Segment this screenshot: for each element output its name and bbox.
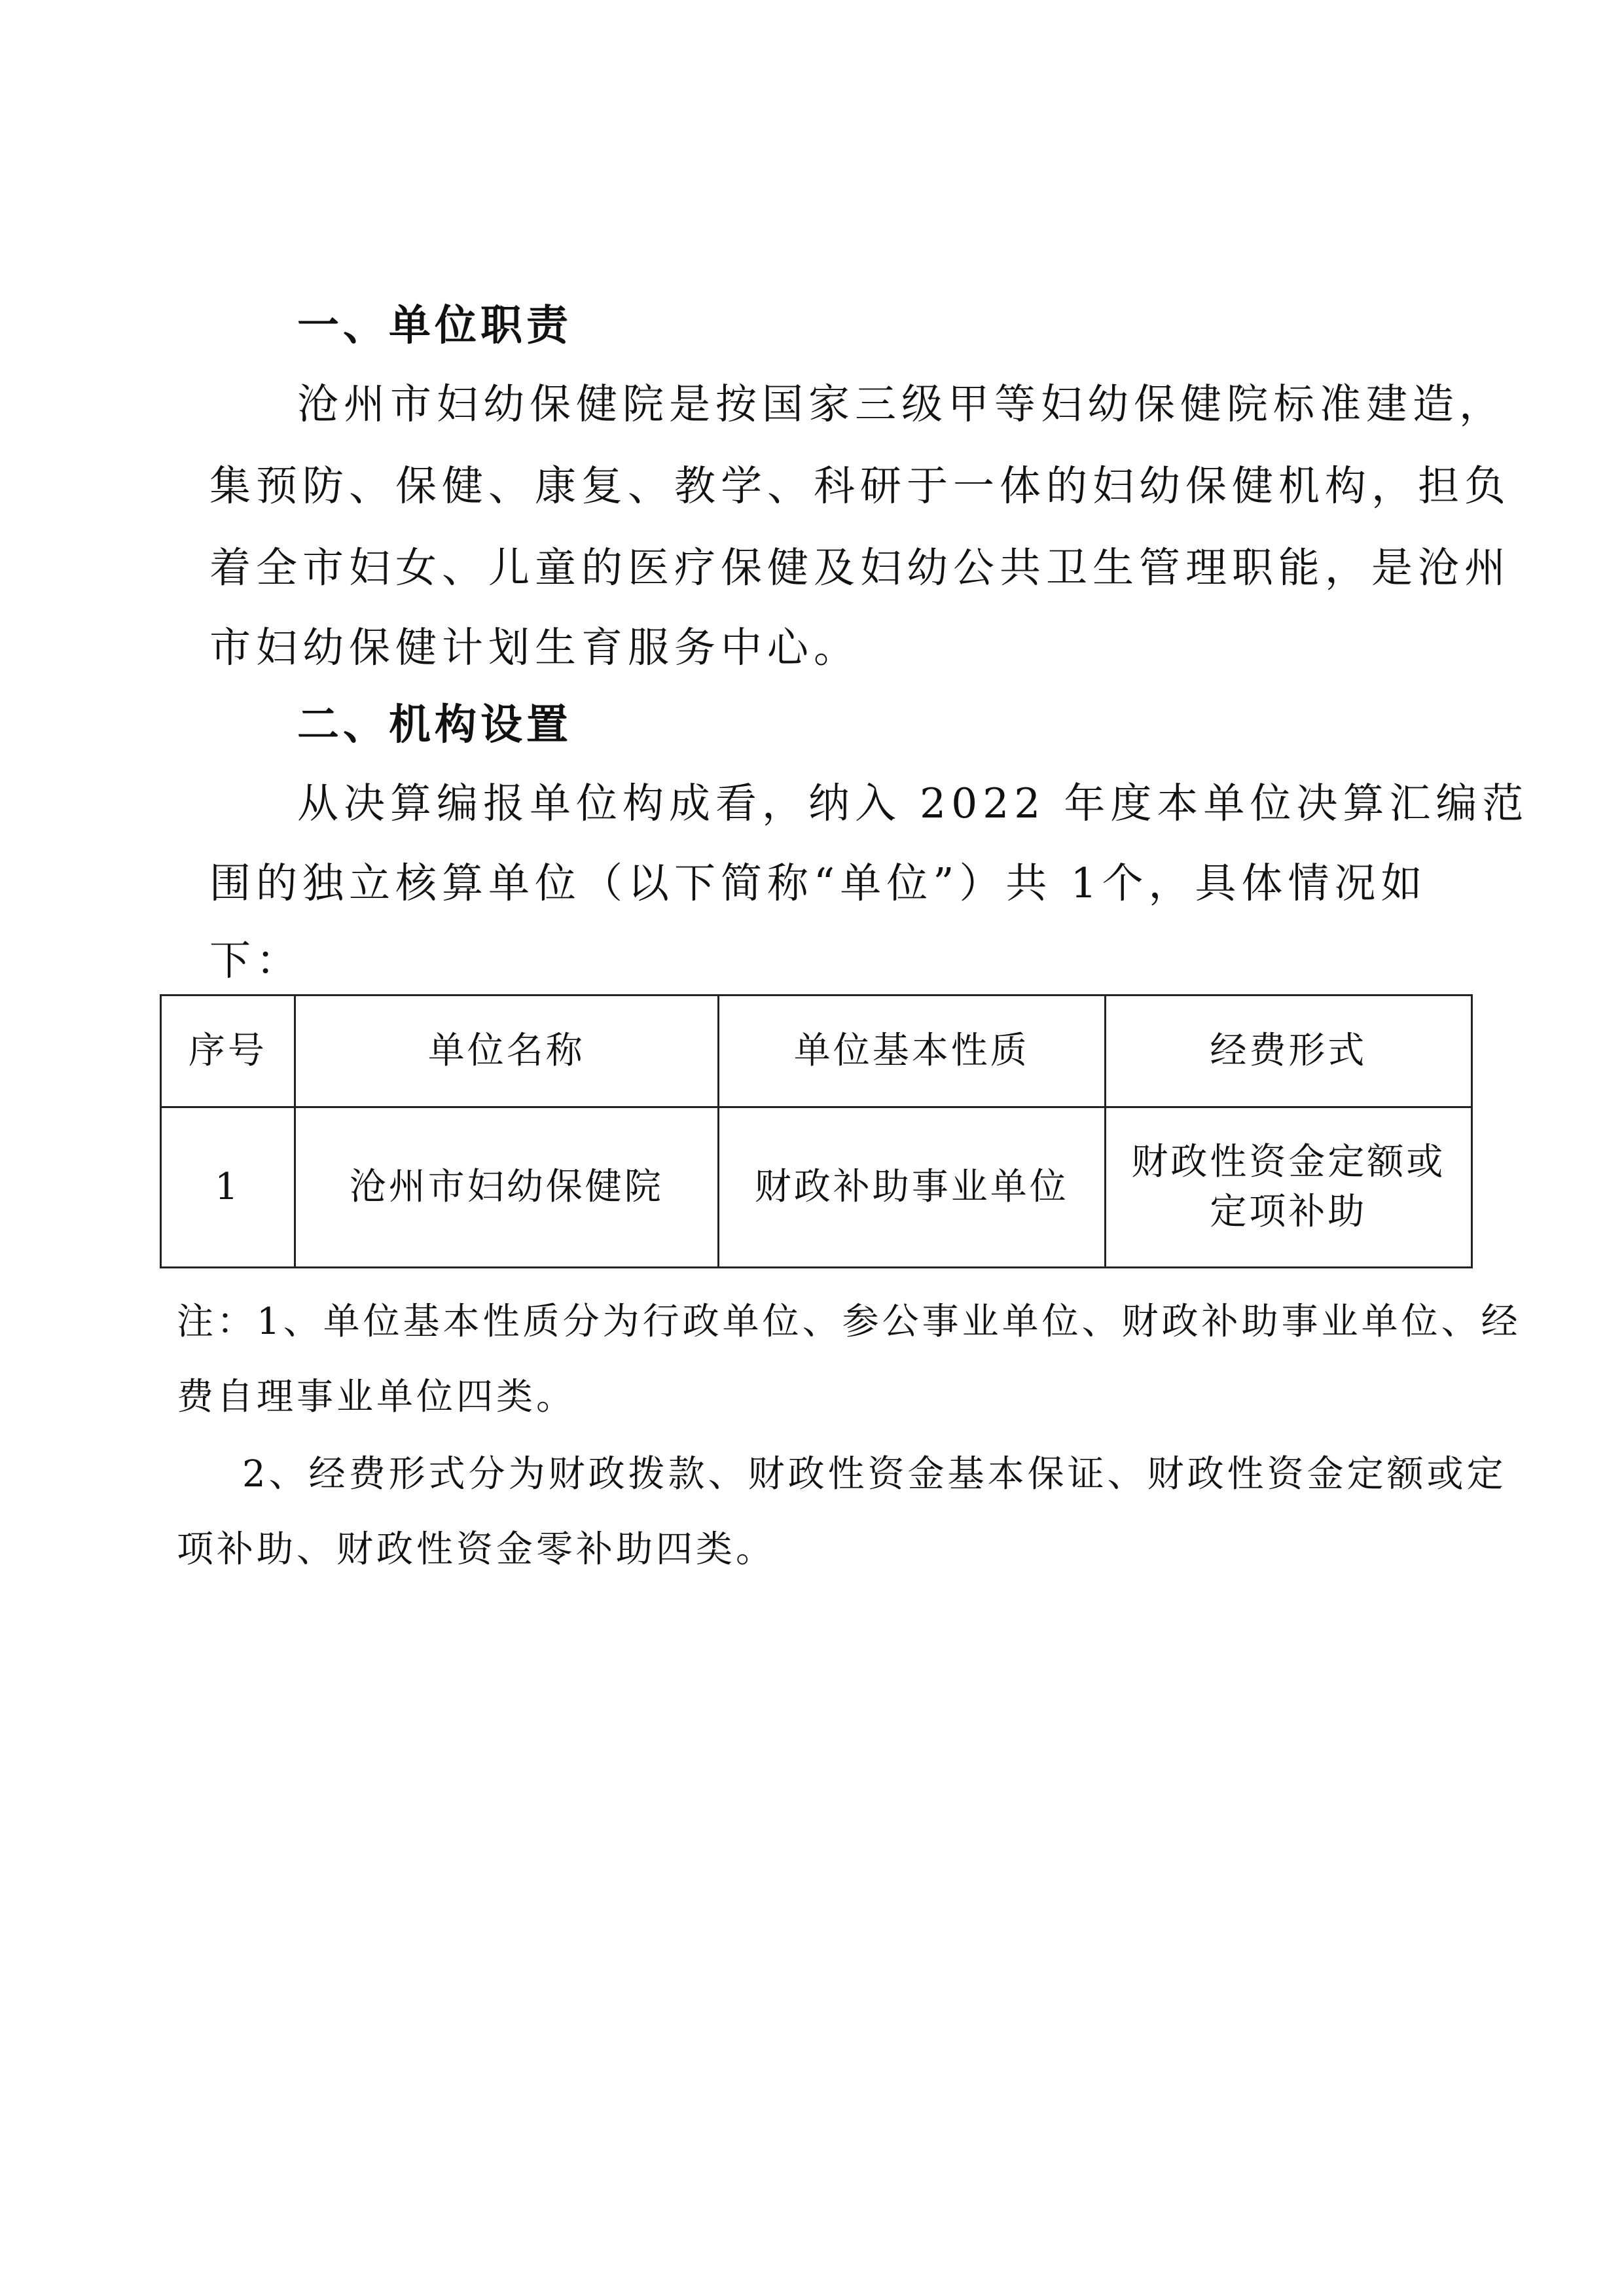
table-header-row — [161, 996, 1472, 1107]
table-header-cell: 单位基本性质 — [718, 996, 1105, 1107]
section-heading-unit-duties: 一、单位职责 — [297, 302, 572, 350]
table-row — [161, 1107, 1472, 1268]
paragraph-line: 从决算编报单位构成看，纳入 2022 年度本单位决算汇编范 — [297, 780, 1529, 827]
table-cell-nature: 财政补助事业单位 — [718, 1107, 1105, 1268]
table-cell-index: 1 — [161, 1107, 295, 1268]
table-header-cell: 序号 — [161, 996, 295, 1107]
section-heading-org-setup: 二、机构设置 — [297, 701, 572, 749]
paragraph-line: 沧州市妇幼保健院是按国家三级甲等妇幼保健院标准建造， — [297, 380, 1506, 428]
table-cell-name: 沧州市妇幼保健院 — [295, 1107, 718, 1268]
table-header-cell: 单位名称 — [295, 996, 718, 1107]
note-line: 费自理事业单位四类。 — [177, 1376, 576, 1418]
note-line: 项补助、财政性资金零补助四类。 — [177, 1528, 776, 1571]
paragraph-line: 下： — [209, 937, 302, 984]
unit-table — [160, 994, 1473, 1268]
note-line: 2、经费形式分为财政拨款、财政性资金基本保证、财政性资金定额或定 — [242, 1453, 1507, 1496]
table-header-cell: 经费形式 — [1105, 996, 1471, 1107]
funding-line: 定项补助 — [1210, 1191, 1367, 1233]
funding-line: 财政性资金定额或 — [1131, 1141, 1446, 1183]
paragraph-line: 围的独立核算单位（以下简称“单位”）共 1个，具体情况如 — [209, 859, 1428, 907]
table-cell-funding — [1105, 1107, 1471, 1268]
paragraph-line: 着全市妇女、儿童的医疗保健及妇幼公共卫生管理职能，是沧州 — [209, 544, 1511, 592]
paragraph-line: 市妇幼保健计划生育服务中心。 — [209, 624, 860, 672]
paragraph-line: 集预防、保健、康复、教学、科研于一体的妇幼保健机构，担负 — [209, 462, 1511, 510]
note-line: 注：1、单位基本性质分为行政单位、参公事业单位、财政补助事业单位、经 — [177, 1300, 1521, 1343]
